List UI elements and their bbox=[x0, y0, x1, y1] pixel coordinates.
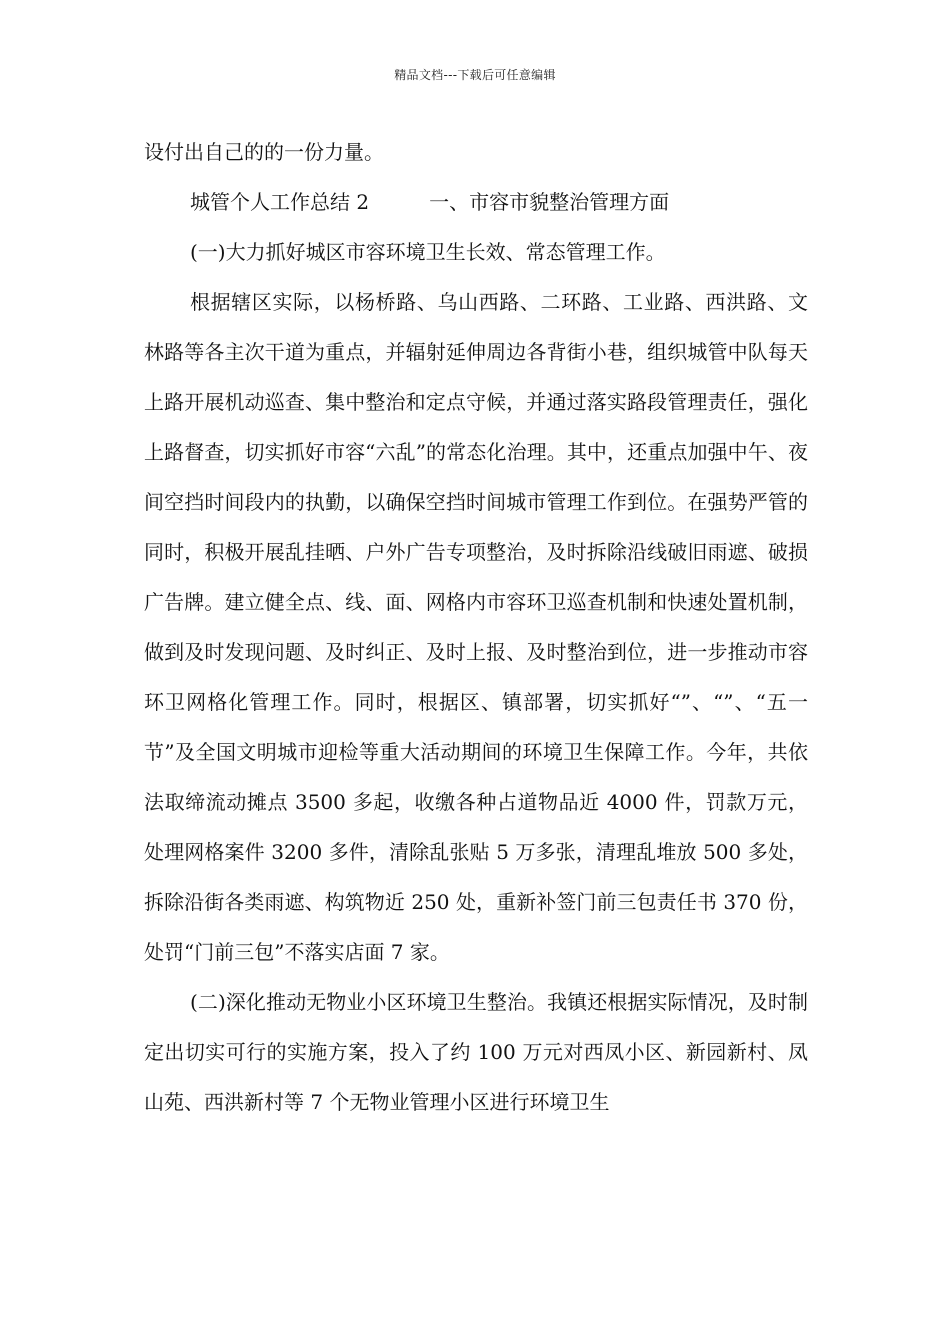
paragraph-body-1: 根据辖区实际，以杨桥路、乌山西路、二环路、工业路、西洪路、文林路等各主次干道为重点，并辐射延伸周边各背街小巷，组织城管中队每天上路开展机动巡查、集中整治和定点守候，并通过落实路段管理责任，强化上路督查，切实抓好市容“六乱”的常态化治理。其中，还重点加强中午、夜间空挡时间段内的执勤，以确保空挡时间城市管理工作到位。在强势严管的同时，积极开展乱挂晒、户外广告专项整治，及时拆除沿线破旧雨遮、破损广告牌。建立健全点、线、面、网格内市容环卫巡查机制和快速处置机制，做到及时发现问题、及时纠正、及时上报、及时整治到位，进一步推动市容环卫网格化管理工作。同时，根据区、镇部署，切实抓好“”、“”、“五一节”及全国文明城市迎检等重大活动期间的环境卫生保障工作。今年，共依法取缔流动摊点 3500 多起，收缴各种占道物品近 4000 件，罚款万元，处理网格案件 3200 多件，清除乱张贴 5 万多张，清理乱堆放 500 多处，拆除沿街各类雨遮、构筑物近 250 处，重新补签门前三包责任书 370 份，处罚“门前三包”不落实店面 7 家。 bbox=[144, 290, 808, 964]
document-body bbox=[144, 127, 808, 1127]
paragraph-subheading-2: (二)深化推动无物业小区环境卫生整治。我镇还根据实际情况，及时制定出切实可行的实施方案，投入了约 100 万元对西凤小区、新园新村、凤山苑、西洪新村等 7 个无物业管理小区进行环境卫生 bbox=[144, 990, 808, 1114]
paragraph-subheading-1: (一)大力抓好城区市容环境卫生长效、常态管理工作。 bbox=[190, 240, 666, 264]
paragraph-continuation: 设付出自己的的一份力量。 bbox=[144, 140, 384, 164]
page-header: 精品文档---下载后可任意编辑 bbox=[394, 68, 556, 82]
section-title: 城管个人工作总结 2 一、市容市貌整治管理方面 bbox=[190, 190, 670, 214]
